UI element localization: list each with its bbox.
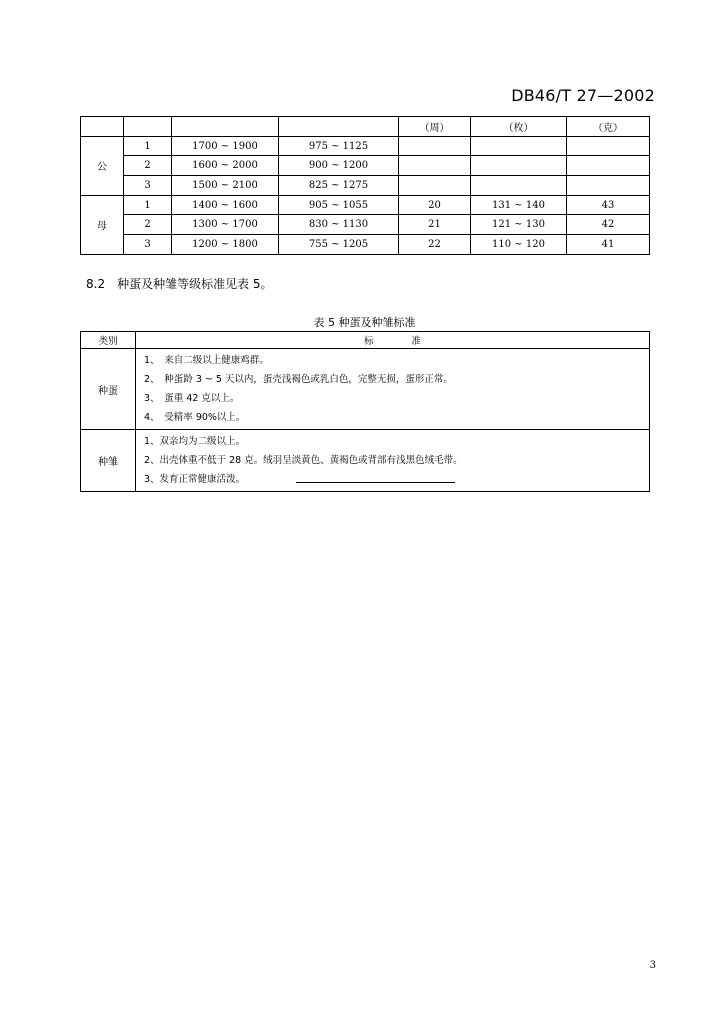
category-cell-chick: 种雏 <box>81 430 136 492</box>
grade-cell: 3 <box>124 176 172 196</box>
standards-cell <box>136 349 650 430</box>
eggs-cell <box>471 136 567 156</box>
eggs-cell: 110 ~ 120 <box>471 235 567 255</box>
category-cell-hatching-egg: 种蛋 <box>81 349 136 430</box>
grams-cell <box>567 136 650 156</box>
sex-cell-female: 母 <box>81 195 124 254</box>
document-code: DB46/T 27—2002 <box>511 86 655 105</box>
grams-cell: 41 <box>567 235 650 255</box>
weeks-cell: 21 <box>399 215 471 235</box>
grade-cell: 1 <box>124 136 172 156</box>
eggs-cell: 121 ~ 130 <box>471 215 567 235</box>
table-row <box>81 349 650 430</box>
weeks-cell <box>399 176 471 196</box>
standards-table <box>80 331 650 492</box>
table5-caption: 表 5 种蛋及种雏标准 <box>313 316 416 329</box>
range-a-cell: 1300 ~ 1700 <box>172 215 279 235</box>
grams-cell <box>567 176 650 196</box>
range-a-cell: 1700 ~ 1900 <box>172 136 279 156</box>
grade-cell: 2 <box>124 156 172 176</box>
table-row <box>81 156 650 176</box>
standard-item: 2、 种蛋龄 3 ~ 5 天以内，蛋壳浅褐色或乳白色，完整无损，蛋形正常。 <box>144 374 453 385</box>
range-b-cell: 905 ~ 1055 <box>279 195 399 215</box>
table-row <box>81 136 650 156</box>
table-cell <box>124 117 172 137</box>
table-row <box>81 235 650 255</box>
range-a-cell: 1600 ~ 2000 <box>172 156 279 176</box>
grading-table <box>80 116 650 255</box>
eggs-cell <box>471 176 567 196</box>
standard-item: 4、 受精率 90%以上。 <box>144 412 246 423</box>
range-b-cell: 900 ~ 1200 <box>279 156 399 176</box>
sex-cell-male: 公 <box>81 136 124 195</box>
category-header: 类别 <box>81 332 136 349</box>
grade-cell: 1 <box>124 195 172 215</box>
unit-eggs: （枚） <box>471 117 567 137</box>
standard-header: 标 准 <box>136 332 650 349</box>
eggs-cell <box>471 156 567 176</box>
table-header-row <box>81 117 650 137</box>
end-rule <box>296 482 455 483</box>
weeks-cell <box>399 156 471 176</box>
page-number: 3 <box>649 960 656 971</box>
range-b-cell: 830 ~ 1130 <box>279 215 399 235</box>
eggs-cell: 131 ~ 140 <box>471 195 567 215</box>
range-a-cell: 1200 ~ 1800 <box>172 235 279 255</box>
weeks-cell: 22 <box>399 235 471 255</box>
standard-item: 3、发育正常健康活泼。 <box>144 474 246 485</box>
weeks-cell <box>399 136 471 156</box>
table-cell <box>279 117 399 137</box>
grams-cell: 43 <box>567 195 650 215</box>
grade-cell: 2 <box>124 215 172 235</box>
standard-item: 1、 来自二级以上健康鸡群。 <box>144 355 269 366</box>
table-row <box>81 195 650 215</box>
table-cell <box>172 117 279 137</box>
range-a-cell: 1500 ~ 2100 <box>172 176 279 196</box>
range-b-cell: 975 ~ 1125 <box>279 136 399 156</box>
table-header-row <box>81 332 650 349</box>
range-b-cell: 755 ~ 1205 <box>279 235 399 255</box>
table-row <box>81 176 650 196</box>
table-cell <box>81 117 124 137</box>
range-a-cell: 1400 ~ 1600 <box>172 195 279 215</box>
grade-cell: 3 <box>124 235 172 255</box>
section-8-2-text: 8.2 种蛋及种雏等级标准见表 5。 <box>86 277 273 291</box>
grams-cell <box>567 156 650 176</box>
unit-grams: （克） <box>567 117 650 137</box>
grams-cell: 42 <box>567 215 650 235</box>
unit-weeks: （周） <box>399 117 471 137</box>
range-b-cell: 825 ~ 1275 <box>279 176 399 196</box>
weeks-cell: 20 <box>399 195 471 215</box>
standard-item: 1、双亲均为二级以上。 <box>144 436 246 447</box>
standard-item: 3、 蛋重 42 克以上。 <box>144 393 240 404</box>
table-row <box>81 215 650 235</box>
standard-item: 2、出壳体重不低于 28 克。绒羽呈淡黄色、黄褐色或背部有浅黑色绒毛带。 <box>144 455 463 466</box>
